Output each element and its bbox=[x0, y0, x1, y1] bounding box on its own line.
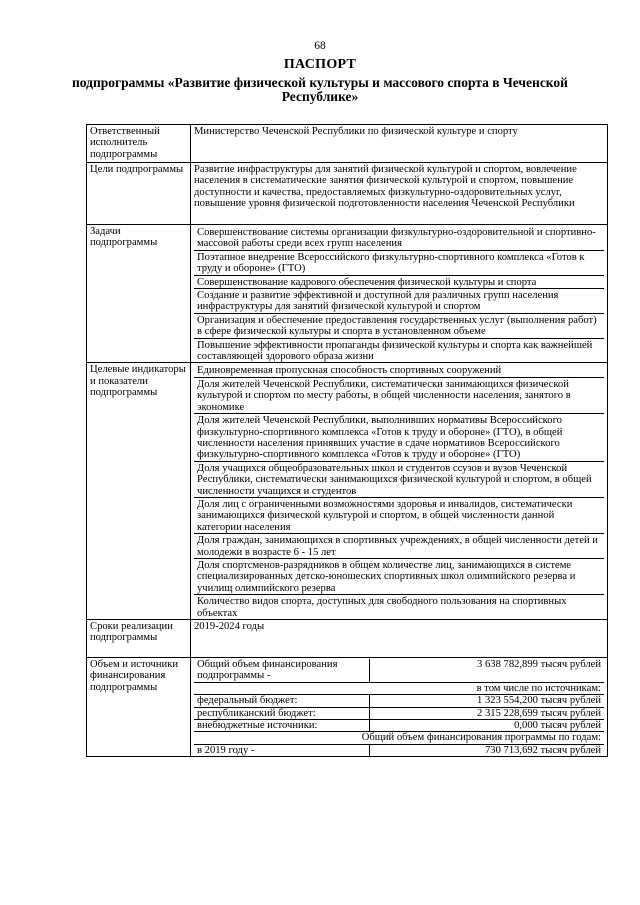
executor-value: Министерство Чеченской Республики по физической культуре и спорту bbox=[191, 125, 608, 163]
federal-value: 1 323 554,200 тысяч рублей bbox=[370, 695, 604, 707]
goals-value: Развитие инфраструктуры для занятий физической культурой и спортом, вовлечение населения в систематические занятия физической культурой и спортом, повышение доступности и качества, предоставляемых физкультурно-оздоровительных услуг, повышение уровня физической подготовленности населения Чеченской Республики bbox=[191, 163, 608, 225]
year-2019-label: в 2019 году - bbox=[194, 745, 370, 756]
row-terms bbox=[87, 620, 608, 658]
task-item: Создание и развитие эффективной и доступной для различных групп населения инфраструктуры для занятий физической культурой и спортом bbox=[194, 289, 604, 314]
republic-value: 2 315 228,699 тысяч рублей bbox=[370, 708, 604, 720]
row-financing bbox=[87, 658, 608, 757]
extra-value: 0,000 тысяч рублей bbox=[370, 720, 604, 732]
indicator-item: Доля спортсменов-разрядников в общем количестве лиц, занимающихся в системе специализированных детско-юношеских спортивных школ олимпийского резерва и училищ олимпийского резерва bbox=[194, 559, 604, 595]
financing-label: Объем и источники финансирования подпрограммы bbox=[87, 658, 191, 757]
indicator-item: Количество видов спорта, доступных для свободного пользования на спортивных объектах bbox=[197, 596, 567, 619]
row-goals bbox=[87, 163, 608, 225]
indicators-list bbox=[191, 363, 608, 620]
terms-value: 2019-2024 годы bbox=[191, 620, 608, 658]
executor-label: Ответственный исполнитель подпрограммы bbox=[87, 125, 191, 163]
financing-table bbox=[191, 658, 608, 757]
by-sources-label: в том числе по источникам: bbox=[194, 683, 604, 695]
indicator-item: Единовременная пропускная способность спортивных сооружений bbox=[194, 364, 604, 377]
page-subtitle: подпрограммы «Развитие физической культуры и массового спорта в Чеченской Республике» bbox=[72, 75, 568, 104]
passport-table bbox=[86, 124, 608, 757]
indicators-label: Целевые индикаторы и показатели подпрограммы bbox=[87, 363, 191, 620]
indicator-item: Доля жителей Чеченской Республики, выполнивших нормативы Всероссийского физкультурно-спортивного комплекса «Готов к труду и обороне» (ГТО), в общей численности населения принявших участие в сдаче нормативов Всероссийского физкультурно-спортивного комплекса «Готов к труду и обороне» (ГТО) bbox=[194, 414, 604, 462]
total-value: 3 638 782,899 тысяч рублей bbox=[370, 659, 604, 683]
task-item: Повышение эффективности пропаганды физической культуры и спорта как важнейшей составляющей здорового образа жизни bbox=[197, 339, 593, 363]
total-label: Общий объем финансирования подпрограммы - bbox=[194, 659, 370, 683]
row-executor bbox=[87, 125, 608, 163]
task-item: Организация и обеспечение предоставления государственных услуг (выполнения работ) в сфере физической культуры и спорта в установленном объеме bbox=[194, 314, 604, 339]
page-number: 68 bbox=[314, 40, 326, 52]
task-item: Совершенствование кадрового обеспечения физической культуры и спорта bbox=[194, 276, 604, 289]
republic-label: республиканский бюджет: bbox=[194, 708, 370, 720]
indicator-item: Доля граждан, занимающихся в спортивных учреждениях, в общей численности детей и молодежи в возрасте 6 - 15 лет bbox=[194, 534, 604, 559]
by-years-label: Общий объем финансирования программы по годам: bbox=[194, 732, 604, 744]
terms-label: Сроки реализации подпрограммы bbox=[87, 620, 191, 658]
task-item: Поэтапное внедрение Всероссийского физкультурно-спортивного комплекса «Готов к труду и обороне» (ГТО) bbox=[194, 251, 604, 276]
goals-label: Цели подпрограммы bbox=[87, 163, 191, 225]
page-title: ПАСПОРТ bbox=[283, 57, 357, 72]
row-tasks bbox=[87, 225, 608, 363]
federal-label: федеральный бюджет: bbox=[194, 695, 370, 707]
indicator-item: Доля жителей Чеченской Республики, систематически занимающихся физической культурой и спортом по месту работы, в общей численности населения, занятого в экономике bbox=[194, 378, 604, 414]
indicator-item: Доля учащихся общеобразовательных школ и студентов ссузов и вузов Чеченской Республики, систематически занимающихся физической культурой и спортом, в общей численности учащихся и студентов bbox=[194, 462, 604, 498]
year-2019-value: 730 713,692 тысяч рублей bbox=[484, 744, 601, 756]
tasks-list bbox=[191, 225, 608, 363]
tasks-label: Задачи подпрограммы bbox=[87, 225, 191, 363]
indicator-item: Доля лиц с ограниченными возможностями здоровья и инвалидов, систематически занимающихся физической культурой и спортом, в общей численности данной категории населения bbox=[194, 498, 604, 534]
extra-label: внебюджетные источники: bbox=[194, 720, 370, 732]
task-item: Совершенствование системы организации физкультурно-оздоровительной и спортивно-массовой работы среди всех групп населения bbox=[194, 226, 604, 251]
row-indicators bbox=[87, 363, 608, 620]
